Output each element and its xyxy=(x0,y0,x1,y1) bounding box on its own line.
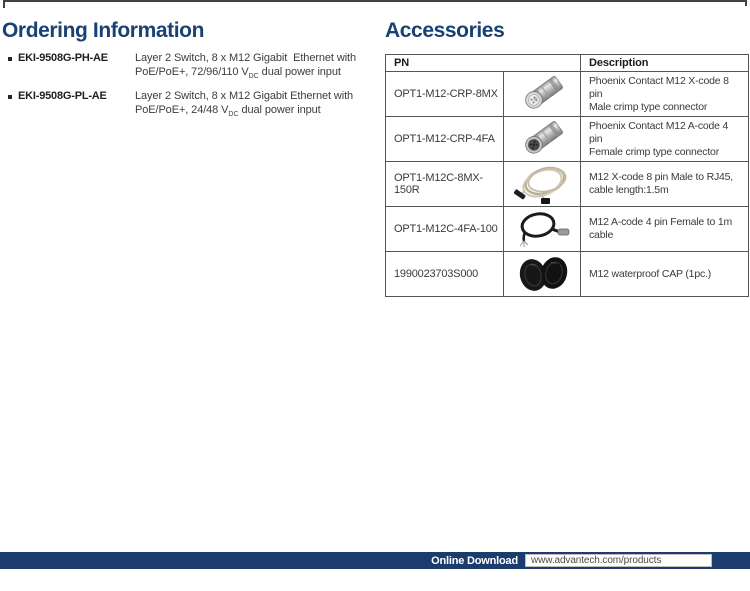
accessory-part-number: 1990023703S000 xyxy=(386,252,504,297)
m12-female-cable-photo xyxy=(511,208,573,250)
description-line: cable xyxy=(589,229,614,241)
online-download-bar xyxy=(0,552,750,569)
table-row xyxy=(386,72,749,117)
bullet-square-icon xyxy=(8,95,12,99)
accessories-table xyxy=(385,54,749,297)
table-row xyxy=(386,117,749,162)
vdc-subscript: DC xyxy=(228,110,239,118)
voltage-text: PoE/PoE+, 72/96/110 V xyxy=(135,65,249,78)
ordering-information-section xyxy=(2,19,374,128)
ordering-description-line2 xyxy=(135,104,353,122)
accessory-image-cell xyxy=(504,207,581,252)
ordering-description-line1: Layer 2 Switch, 8 x M12 Gigabit Ethernet with xyxy=(135,52,357,64)
accessory-part-number: OPT1-M12C-8MX-150R xyxy=(386,162,504,207)
download-url-box[interactable] xyxy=(525,554,712,567)
download-url-text[interactable]: www.advantech.com/products xyxy=(531,555,662,566)
online-download-label: Online Download xyxy=(431,554,518,567)
voltage-text: PoE/PoE+, 24/48 V xyxy=(135,103,229,116)
ordering-description xyxy=(135,90,353,121)
m12-x-code-male-connector-photo xyxy=(513,73,571,115)
description-line: Phoenix Contact M12 A-code 4 pin xyxy=(589,119,729,145)
cutoff-border-right-tick xyxy=(745,0,747,6)
previous-section-cutoff-border xyxy=(3,0,747,2)
accessory-image-cell xyxy=(504,117,581,162)
table-row xyxy=(386,207,749,252)
accessory-part-number: OPT1-M12-CRP-4FA xyxy=(386,117,504,162)
accessory-part-number: OPT1-M12C-4FA-100 xyxy=(386,207,504,252)
description-line: cable length:1.5m xyxy=(589,184,669,196)
accessory-description xyxy=(581,252,749,297)
ordering-part-number: EKI-9508G-PL-AE xyxy=(18,90,107,103)
accessory-part-number: OPT1-M12-CRP-8MX xyxy=(386,72,504,117)
ordering-description-line2 xyxy=(135,66,356,84)
bullet-square-icon xyxy=(8,57,12,61)
description-line: M12 X-code 8 pin Male to RJ45, xyxy=(589,171,733,183)
m12-waterproof-caps-photo xyxy=(511,253,573,295)
ordering-information-title: Ordering Information xyxy=(2,19,205,42)
vdc-subscript: DC xyxy=(248,72,259,80)
ordering-item xyxy=(2,90,374,121)
accessory-description xyxy=(581,72,749,117)
m12-to-rj45-cable-photo xyxy=(511,163,573,205)
power-input-text: dual power input xyxy=(238,103,321,116)
accessories-header-row xyxy=(386,55,749,72)
accessories-section xyxy=(385,19,748,297)
ordering-item xyxy=(2,52,374,83)
column-header-pn: PN xyxy=(386,55,581,72)
table-row xyxy=(386,252,749,297)
description-line: Female crimp type connector xyxy=(589,145,719,158)
ordering-part-number: EKI-9508G-PH-AE xyxy=(18,52,108,64)
accessory-description xyxy=(581,207,749,252)
accessory-description xyxy=(581,117,749,162)
cutoff-border-left-tick xyxy=(3,0,5,8)
column-header-description: Description xyxy=(581,55,749,72)
accessories-title: Accessories xyxy=(385,19,505,42)
description-line: Male crimp type connector xyxy=(589,100,708,113)
description-line: M12 A-code 4 pin Female to 1m xyxy=(589,216,733,228)
description-line: M12 waterproof CAP (1pc.) xyxy=(589,267,712,280)
ordering-description-line1: Layer 2 Switch, 8 x M12 Gigabit Ethernet with xyxy=(135,90,354,103)
accessory-image-cell xyxy=(504,252,581,297)
accessory-image-cell xyxy=(504,72,581,117)
table-row xyxy=(386,162,749,207)
m12-a-code-female-connector-photo xyxy=(513,118,571,160)
power-input-text: dual power input xyxy=(258,65,341,78)
accessory-description xyxy=(581,162,749,207)
description-line: Phoenix Contact M12 X-code 8 pin xyxy=(589,74,729,100)
accessory-image-cell xyxy=(504,162,581,207)
ordering-description xyxy=(135,52,356,83)
